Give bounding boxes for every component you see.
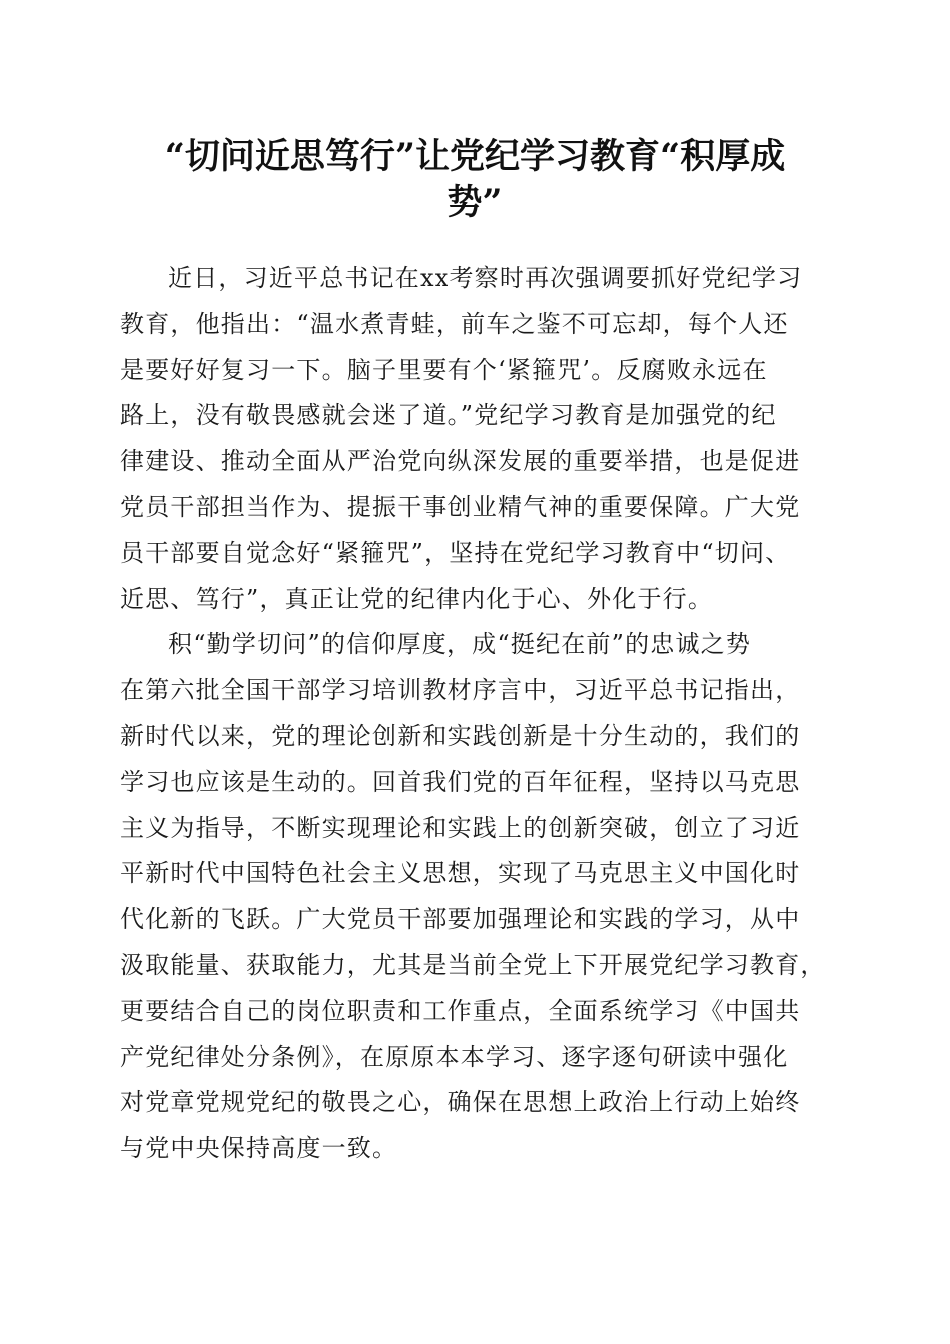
text-line: 在第六批全国干部学习培训教材序言中，习近平总书记指出，	[120, 676, 801, 705]
text-line: 产党纪律处分条例》，在原原本本学习、逐字逐句研读中强化	[120, 1042, 789, 1071]
paragraph-2	[120, 622, 832, 1172]
article-body	[120, 256, 832, 1172]
text-line: 教育，他指出：“温水煮青蛙，前车之鉴不可忘却，每个人还	[120, 309, 789, 338]
text-line: 更要结合自己的岗位职责和工作重点，全面系统学习《中国共	[120, 996, 801, 1025]
article-title	[120, 134, 830, 226]
paragraph-1	[120, 256, 832, 622]
text-line: 学习也应该是生动的。回首我们党的百年征程，坚持以马克思	[120, 767, 801, 796]
text-line: 员干部要自觉念好“紧箍咒”，坚持在党纪学习教育中“切问、	[120, 538, 791, 567]
text-line: 平新时代中国特色社会主义思想，实现了马克思主义中国化时	[120, 859, 801, 888]
text-line: 律建设、推动全面从严治党向纵深发展的重要举措，也是促进	[120, 447, 801, 476]
section-heading-line: 积“勤学切问”的信仰厚度，成“挺纪在前”的忠诚之势	[168, 630, 752, 659]
text-line: 对党章党规党纪的敬畏之心，确保在思想上政治上行动上始终	[120, 1088, 801, 1117]
text-line: 路上，没有敬畏感就会迷了道。”党纪学习教育是加强党的纪	[120, 401, 777, 430]
text-line: 新时代以来，党的理论创新和实践创新是十分生动的，我们的	[120, 721, 801, 750]
text-line: 代化新的飞跃。广大党员干部要加强理论和实践的学习，从中	[120, 905, 801, 934]
text-line: 主义为指导，不断实现理论和实践上的创新突破，创立了习近	[120, 813, 801, 842]
text-line: 汲取能量、获取能力，尤其是当前全党上下开展党纪学习教育，	[120, 950, 826, 979]
text-line: 近思、笃行”，真正让党的纪律内化于心、外化于行。	[120, 584, 714, 613]
text-line: 是要好好复习一下。脑子里要有个‘紧箍咒’。反腐败永远在	[120, 355, 768, 384]
title-line: 势”	[447, 182, 503, 223]
text-line: 党员干部担当作为、提振干事创业精气神的重要保障。广大党	[120, 492, 801, 521]
text-line: 与党中央保持高度一致。	[120, 1134, 398, 1163]
text-line: 近日，习近平总书记在xx考察时再次强调要抓好党纪学习	[168, 264, 803, 292]
title-line: “切问近思笃行”让党纪学习教育“积厚成	[164, 136, 786, 177]
